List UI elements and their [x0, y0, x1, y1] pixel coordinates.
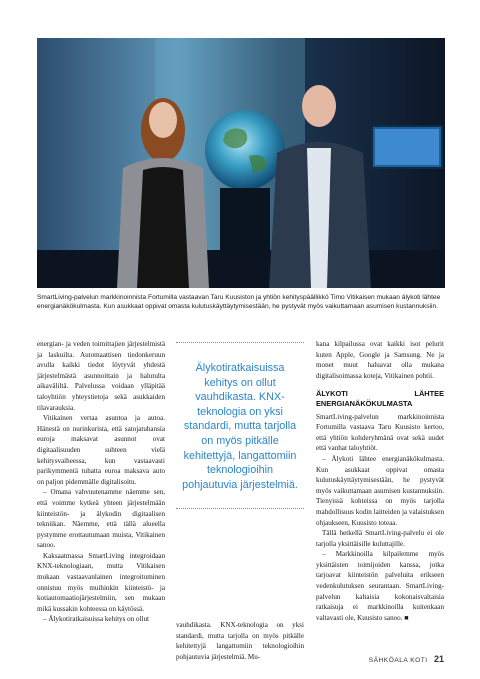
page-footer	[369, 654, 444, 664]
paragraph: – Markkinoilla kilpailemme myös yksittäisten toimijoiden kanssa, jotka tarjoavat kiinteistön palveluita erikseen vedenkulutuksen seurantaan. SmartLiving-palvelun kaltaisia kokonaisvaltaisia ratkaisuja ei markkinoilla kuitenkaan valtavasti ole, Kuusisto sanoo. ■	[316, 550, 444, 622]
photo-illustration	[37, 38, 445, 288]
section-subheading: ÄLYKOTI LÄHTEE ENERGIANÄKÖKULMASTA	[316, 389, 444, 408]
paragraph: vauhdikasta. KNX-teknologia on yksi standardi, mutta tarjolla on myös pitkälle kehitettyjä langattomiin teknologioihin pohjautuvia järjestelmiä. Mu-	[176, 621, 304, 661]
paragraph: Tällä hetkellä SmartLiving-palvelu ei ole tarjolla yksittäisille kuluttajille.	[316, 529, 444, 548]
article-photo	[37, 38, 445, 288]
article-column-3	[316, 339, 444, 623]
article-column-1	[37, 339, 165, 625]
paragraph: – Älykotiratkaisuissa kehitys on ollut	[43, 615, 150, 624]
paragraph: Vitikainen vertaa asuntoa ja autoa. Hänestä on nurinkurista, että satojatuhansia euroja maksavat asunnot ovat digitaalisuuden suhteen vielä kehitysvaiheessa, kun vastaavasti parikymmentä tuhatta euroa maksava auto on paljon pidemmälle digitalisoitu.	[37, 414, 165, 486]
pull-quote: Älykotiratkaisuissa kehitys on ollut vauhdikasta. KNX-teknologia on yksi standardi, mutta tarjolla on myös pitkälle kehitettyjä, langattomiin teknologioihin pohjautuvia järjestelmiä.	[176, 342, 304, 509]
paragraph: Kaksaatmassa SmartLiving integroidaan KNX-teknologiaan, mutta Vitikaisen mukaan vastaavanlainen integroituminen onnistuu myös muihinkin kiinteistö- ja kotiautomaatiojärjestelmiin, sen mukaan mikä kussakin kohteessa on käytössä.	[37, 551, 165, 613]
magazine-name: SÄHKÖALA KOTI	[368, 657, 428, 664]
photo-caption: SmartLiving-palvelun markkinoinnista Fortumilla vastaavan Taru Kuusiston ja yhtiön kehityspäällikkö Timo Vitikaisen mukaan älykoti lähtee energianäkökulmasta. Kun asukkaat oppivat omasta kulutuskäyttäytymisestään, he pystyvät myös vaikuttamaan asumisen kustannuksiin.	[37, 294, 441, 310]
paragraph: kana kilpailussa ovat kaikki isot pelurit kuten Apple, Google ja Samsung. Ne ja monet muut haluavat olla mukana digitalisoimassa koteja, Vitikainen pohtii.	[316, 340, 444, 380]
paragraph: – Omana vahvuutenamme näemme sen, että voimme kytkeä yhteen järjestelmään kiinteistön- ja älykodin digitaalisen tekniikan. Näemme, että tällä alueella pystymme erottautumaan muista, Vitikainen sanoo.	[37, 488, 165, 550]
paragraph: energian- ja veden toimittajien järjestelmistä ja laskuilta. Automaattisen tiedonkeruun avulla kaikki tiedot löytyvät yhdestä järjestelmästä asunnoittain ja halutulta aikaväliltä. Palvelussa voidaan ylläpitää taloyhtiön yhteystietoja sekä asukkaiden tilavarauksia.	[37, 340, 165, 412]
page-number: 21	[433, 654, 444, 664]
paragraph: – Älykoti lähtee energianäkökulmasta. Kun asukkaat oppivat omasta kulutuskäyttäytymisestään, he pystyvät myös vaikuttamaan asumisen kustannuksiin. Tienyissä kohteissa on myös tarjolla mahdollisuus kodin laitteiden ja valaistuksen ohjaukseen, Kuusisto toteaa.	[316, 454, 444, 527]
paragraph: SmartLiving-palvelun markkinoinnista Fortumilla vastaava Taru Kuusisto kertoo, että yhtiön kohderyhmänä ovat sekä uudet että vanhat taloyhtiöt.	[316, 412, 444, 453]
article-column-2	[176, 339, 304, 661]
